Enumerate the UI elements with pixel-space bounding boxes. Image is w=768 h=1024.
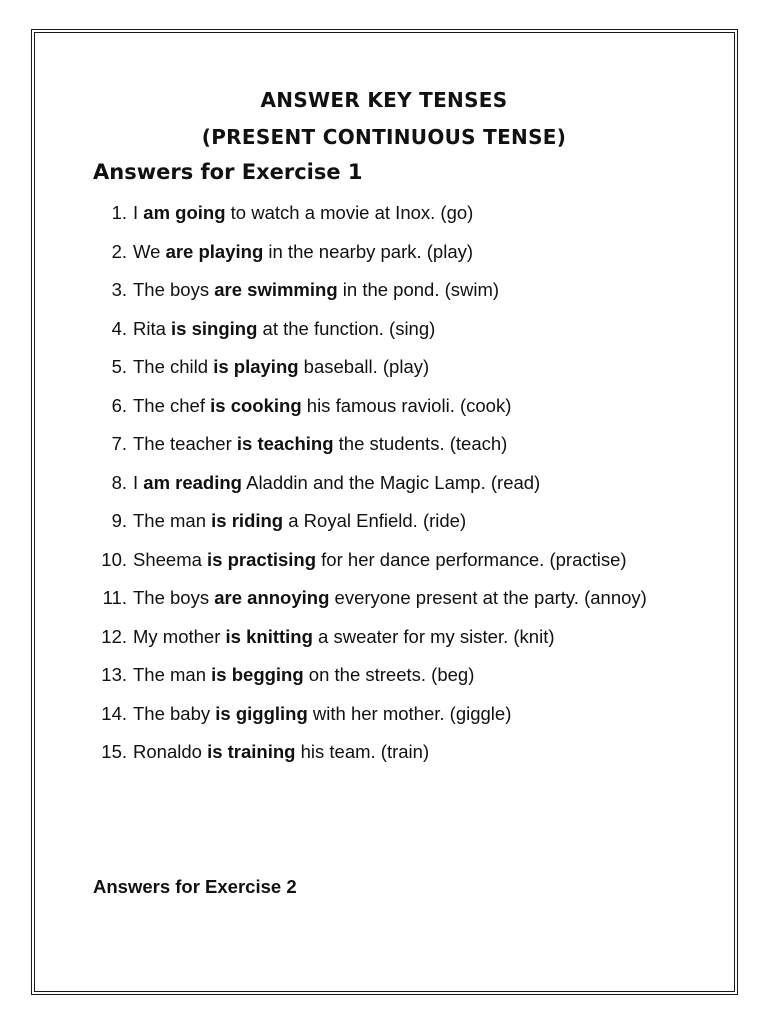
answer-number: 4. bbox=[111, 317, 127, 339]
answer-number: 8. bbox=[111, 471, 127, 493]
answer-text: The boys are annoying everyone present at the party. (annoy) bbox=[133, 587, 647, 608]
answer-number: 6. bbox=[111, 394, 127, 416]
answer-number: 14. bbox=[101, 702, 127, 724]
answer-list bbox=[93, 198, 653, 776]
answer-text: Rita is singing at the function. (sing) bbox=[133, 317, 436, 339]
answer-item bbox=[93, 198, 653, 227]
answer-verb: is giggling bbox=[215, 702, 308, 724]
answer-number: 2. bbox=[111, 240, 127, 262]
answer-text: Sheema is practising for her dance performance. (practise) bbox=[133, 548, 627, 570]
answer-item bbox=[93, 352, 653, 381]
answer-verb: is training bbox=[207, 741, 296, 762]
exercise-1-heading: Answers for Exercise 1 bbox=[93, 160, 363, 184]
answer-text: The chef is cooking his famous ravioli. (cook) bbox=[133, 394, 512, 416]
answer-verb: am reading bbox=[143, 471, 242, 493]
answer-text: I am going to watch a movie at Inox. (go) bbox=[133, 202, 474, 223]
answer-verb: are annoying bbox=[214, 587, 330, 608]
answer-number: 7. bbox=[111, 433, 127, 454]
answer-text: The man is begging on the streets. (beg) bbox=[133, 664, 475, 685]
answer-text: The man is riding a Royal Enfield. (ride) bbox=[133, 510, 467, 531]
answer-item bbox=[93, 314, 653, 343]
answer-text: The boys are swimming in the pond. (swim) bbox=[133, 279, 500, 300]
answer-verb: is knitting bbox=[225, 625, 313, 647]
answer-verb: is playing bbox=[213, 356, 299, 377]
answer-item bbox=[93, 237, 653, 266]
answer-item bbox=[93, 468, 653, 497]
answer-item bbox=[93, 545, 653, 574]
answer-item bbox=[93, 622, 653, 651]
answer-verb: is begging bbox=[211, 664, 304, 685]
answer-item bbox=[93, 660, 653, 689]
answer-text: My mother is knitting a sweater for my sister. (knit) bbox=[133, 625, 555, 647]
answer-number: 10. bbox=[101, 548, 127, 570]
answer-number: 13. bbox=[101, 664, 127, 685]
answer-verb: am going bbox=[143, 202, 226, 223]
answer-number: 11. bbox=[102, 587, 127, 608]
answer-text: I am reading Aladdin and the Magic Lamp. (read) bbox=[133, 471, 541, 493]
answer-text: Ronaldo is training his team. (train) bbox=[133, 741, 430, 762]
document-title: ANSWER KEY TENSES bbox=[260, 88, 508, 112]
answer-verb: is riding bbox=[211, 510, 284, 531]
answer-text: The teacher is teaching the students. (teach) bbox=[133, 433, 508, 454]
answer-number: 1. bbox=[111, 202, 127, 223]
answer-verb: is singing bbox=[171, 317, 258, 339]
answer-item bbox=[93, 506, 653, 535]
document-subtitle: (PRESENT CONTINUOUS TENSE) bbox=[201, 125, 567, 149]
answer-number: 15. bbox=[101, 741, 127, 762]
answer-number: 5. bbox=[111, 356, 127, 377]
answer-item bbox=[93, 699, 653, 728]
answer-item bbox=[93, 583, 653, 612]
answer-verb: is cooking bbox=[210, 394, 302, 416]
answer-verb: are playing bbox=[165, 240, 264, 262]
answer-item bbox=[93, 737, 653, 766]
answer-number: 3. bbox=[111, 279, 127, 300]
answer-text: The baby is giggling with her mother. (giggle) bbox=[133, 702, 512, 724]
exercise-2-heading: Answers for Exercise 2 bbox=[93, 876, 297, 897]
answer-text: We are playing in the nearby park. (play) bbox=[133, 240, 474, 262]
answer-number: 9. bbox=[111, 510, 127, 531]
answer-item bbox=[93, 391, 653, 420]
answer-text: The child is playing baseball. (play) bbox=[133, 356, 430, 377]
answer-item bbox=[93, 275, 653, 304]
answer-verb: are swimming bbox=[214, 279, 338, 300]
answer-number: 12. bbox=[101, 625, 127, 647]
answer-item bbox=[93, 429, 653, 458]
answer-verb: is teaching bbox=[236, 433, 334, 454]
answer-verb: is practising bbox=[207, 548, 317, 570]
